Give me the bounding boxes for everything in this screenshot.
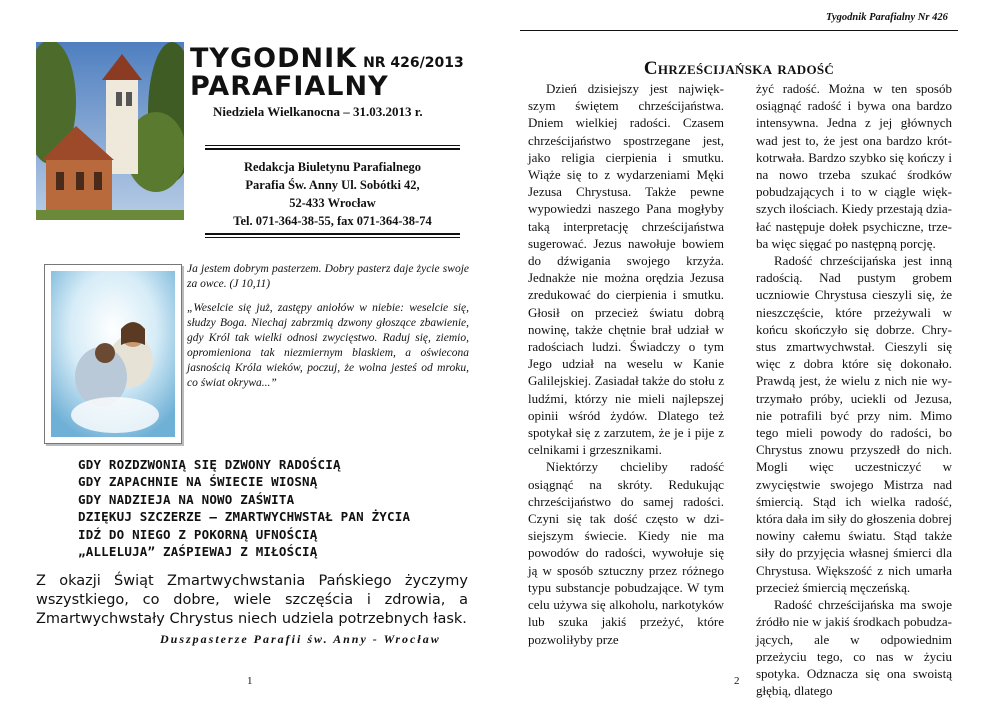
masthead-title-line2: PARAFIALNY — [190, 71, 389, 102]
sunday-date-line: Niedziela Wielkanocna – 31.03.2013 r. — [213, 104, 423, 119]
article-paragraph: Dzień dzisiejszy jest największym świętem chrześcijaństwa. Dniem wielkiej radości. Czasem chrześcijaństwo spostrzegane jest, jako religia cierpienia i smutku. Wiąże się to z wydarzeniami Męki Jezusa Chrystusa. Także pewne wypowiedzi naszego Pana mogłyby taką interpretację chrześcijaństwa sugerować. Jezus nawołuje bowiem do dźwigania swojego krzyża. Jednakże nie można orędzia Jezusa zredukować do cierpienia i smutku. Głosił on przecież światu dobrą nowinę, także chętnie brał udział w radościach ludzi. Świadczy o tym Jego udział na weselu w Kanie Galilejskiej. Zasiadał także do stołu z ludźmi, którzy nie mieli najlepszej opinii wśród żydów. Dlatego też spotykał się z zarzutem, że je i pije z celnikami i grzesznikami. — [528, 81, 724, 458]
poem-line: GDY NADZIEJA NA NOWO ZAŚWITA — [78, 491, 295, 507]
article-column-left — [528, 80, 724, 648]
article-paragraph: żyć radość. Można w ten sposób osiągnąć radość i bywa ona bardzo intensywna. Jedna z jej głównych wad jest to, że jest ona bardzo krótkotrwała. Bardzo szybko się kończy i na nowo trzeba szukać środków pobudzających i to w ciągle większych ilościach. Kiedy przestają działać następuje dołek psychiczne, trzeba więc sięgać po następną porcję. — [756, 81, 953, 251]
jesus-embrace-illustration — [45, 265, 181, 443]
article-paragraph: Radość chrześcijańska jest inną radością. Nad pustym grobem uczniowie Chrystusa cieszyli się, że nieszczęście, które przeżywali w końcu skończyło się dobrze. Chrystus zmartwychwstał. Cieszyli się więc z dobra które się dokonało. Prawdą jest, że wielu z nich nie wytrzymało próby, uciekli od Jezusa, nie potrafili być przy nim. Mimo tego mieli powody do radości, bo Chrystus znowu przyszedł do nich. Mogli więc uczestniczyć w zwycięstwie swojego Mistrza nad śmiercią. Stąd ich wielka radość, która dała im siły do głoszenia dobrej nowiny całemu światu. Stąd także siły do przyjęcia własnej śmierci dla Chrystusa. Większość z nich umarła przecież śmiercią męczeńską. — [756, 253, 952, 595]
signature: Duszpasterze Parafii św. Anny - Wrocław — [160, 632, 441, 646]
article-paragraph: Niektórzy chcieliby radość osiągnąć na skróty. Redukując chrześcijaństwo do samej radości. Czyni się tak dość często w dzisiejszym świecie. Kiedy nie ma powodów do radości, wywołuje się ją w sposób sztuczny przez różnego typu substancje pobudzające. W tym celu używa się alkoholu, narkotyków lub szuka jakiś przeżyć, które pozwoliłyby prze — [528, 459, 724, 647]
running-header: Tygodnik Parafialny Nr 426 — [826, 12, 948, 23]
poem-line: „ALLELUJA” ZAŚPIEWAJ Z MIŁOŚCIĄ — [78, 544, 318, 560]
church-illustration — [36, 42, 184, 220]
article-paragraph: Radość chrześcijańska ma swoje źródło nie w jakiś środkach pobudzających, ale w odpowiednim przeżyciu tego, co nas w życiu spotyka. Odznacza się ona swoistą głębią, dlatego — [756, 597, 952, 699]
editorial-line: 52-433 Wrocław — [289, 196, 376, 210]
church-photo — [36, 42, 184, 220]
header-rule — [520, 30, 958, 31]
easter-poem — [78, 456, 410, 560]
article-column-right — [756, 80, 952, 699]
poem-line: GDY ZAPACHNIE NA ŚWIECIE WIOSNĄ — [78, 474, 318, 490]
poem-line: GDY ROZDZWONIĄ SIĘ DZWONY RADOŚCIĄ — [78, 457, 341, 472]
easter-wishes: Z okazji Świąt Zmartwychwstania Pańskiego życzymy wszystkiego, co dobre, wiele szczęścia i zdrowia, a Zmartwychwstały Chrystus niech udziela potrzebnych łask. — [36, 573, 468, 627]
scripture-quote: Ja jestem dobrym pasterzem. Dobry pasterz daje życie swoje za owce. (J 10,11) — [187, 263, 469, 290]
divider-rule — [205, 145, 460, 146]
editorial-line: Parafia Św. Anny Ul. Sobótki 42, — [245, 178, 420, 192]
editorial-line: Tel. 071-364-38-55, fax 071-364-38-74 — [233, 214, 432, 228]
article-title: Chrześcijańska radość — [643, 58, 835, 79]
editorial-address — [205, 158, 460, 230]
exsultet-quote: „Weselcie się już, zastępy aniołów w niebie: weselcie się, słudzy Boga. Niechaj zabrzmią dzwony głoszące zbawienie, gdy Król tak wielki odnosi zwycięstwo. Raduj się, ziemio, opromieniona tak niezmiernym blaskiem, a oświecona jasnością Króla wieków, poczuj, że wolna jesteś od mroku, co świat okrywa...” — [187, 302, 469, 389]
poem-line: IDŹ DO NIEGO Z POKORNĄ UFNOŚCIĄ — [78, 526, 318, 542]
jesus-embrace-picture — [44, 264, 182, 444]
page-number: 1 — [247, 675, 253, 687]
issue-number: NR 426/2013 — [363, 55, 464, 71]
editorial-line: Redakcja Biuletynu Parafialnego — [243, 160, 422, 174]
poem-line: DZIĘKUJ SZCZERZE – ZMARTWYCHWSTAŁ PAN ŻYCIA — [78, 509, 411, 525]
divider-rule — [205, 237, 460, 238]
masthead-title-line1: TYGODNIK — [190, 43, 358, 74]
divider-rule — [205, 148, 460, 150]
divider-rule — [205, 233, 460, 235]
page-number: 2 — [734, 675, 740, 687]
